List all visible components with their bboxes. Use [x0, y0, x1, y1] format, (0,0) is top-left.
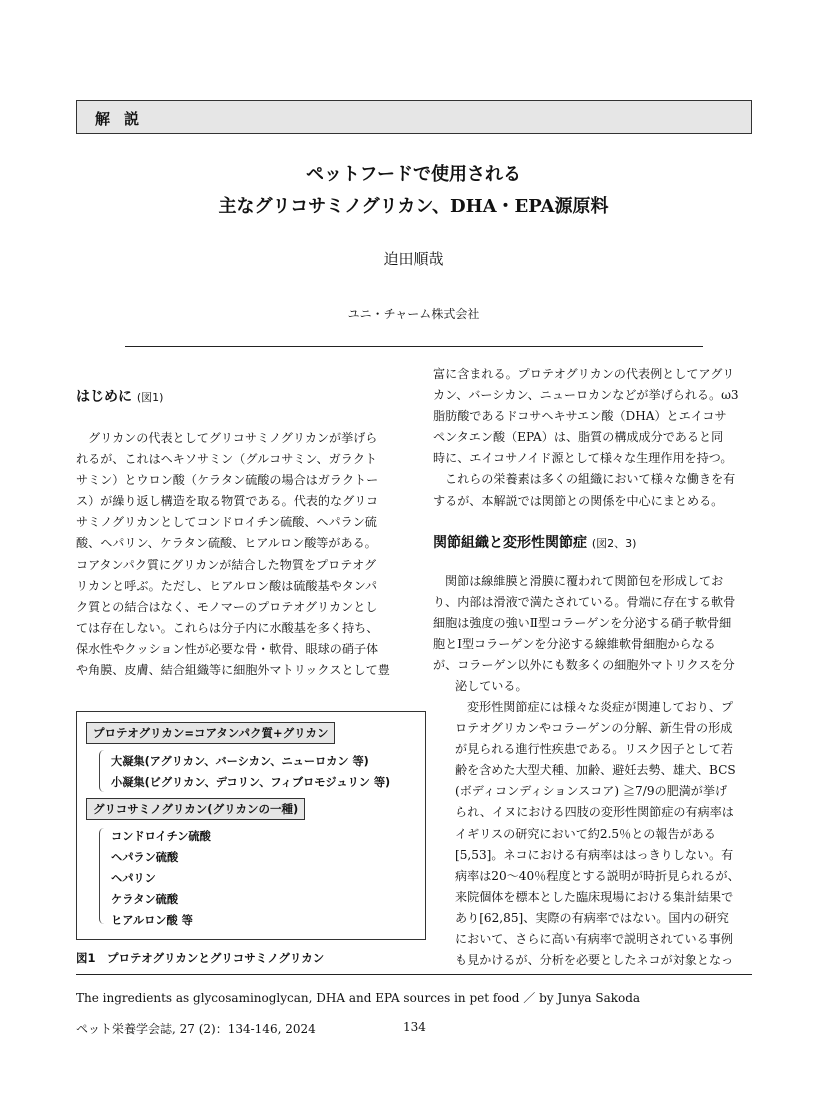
text-line: グリカンの代表としてグリコサミノグリカンが挙げら [88, 431, 378, 445]
figure1-item: 大凝集(アグリカン、バーシカン、ニューロカン 等) [111, 755, 369, 768]
footer-journal: ペット栄養学会誌, 27 (2)：134-146, 2024 [76, 1022, 316, 1036]
heading-text: 関節組織と変形性関節症 [433, 535, 587, 551]
text-line: [5,53]。ネコにおける有病率ははっきりしない。有 [455, 847, 734, 862]
figure1-item: ヘパラン硫酸 [111, 851, 179, 864]
figure1-group1-label: プロテオグリカン=コアタンパク質+グリカン [86, 722, 335, 744]
text-line: 細胞は強度の強いⅡ型コラーゲンを分泌する硝子軟骨細 [433, 616, 732, 631]
text-line: イギリスの研究において約2.5％との報告がある [455, 826, 716, 841]
figure1-item: ヘパリン [111, 872, 156, 885]
text-line: ペンタエン酸（EPA）は、脂質の構成成分であると同 [433, 430, 724, 445]
figure1-box [76, 711, 426, 940]
text-line: ては存在しない。これらは分子内に水酸基を多く持ち、 [76, 620, 379, 635]
heading-figure-ref: (図1) [136, 391, 164, 404]
author-name: 迫田順哉 [383, 250, 444, 268]
text-line: られ、イヌにおける四肢の変形性関節症の有病率は [455, 805, 734, 820]
figure1-brace [99, 828, 104, 924]
section-banner [76, 100, 752, 134]
text-line: ク質との結合はなく、モノマーのプロテオグリカンとし [76, 599, 378, 614]
section-heading-intro [76, 386, 163, 406]
figure1-item: コンドロイチン硫酸 [111, 830, 211, 843]
text-line: 酸、ヘパリン、ケラタン硫酸、ヒアルロン酸等がある。 [76, 536, 377, 551]
text-line: も見かけるが、分析を必要としたネコが対象となっ [455, 953, 734, 968]
footer-english-title: The ingredients as glycosaminoglycan, DHA and EPA sources in pet food ／ by Junya Sakoda [76, 991, 641, 1005]
text-line: り、内部は滑液で満たされている。骨端に存在する軟骨 [433, 595, 736, 610]
figure1-item: ケラタン硫酸 [111, 893, 179, 906]
text-line: が、コラーゲン以外にも数多くの細胞外マトリクスを分 [433, 658, 735, 673]
text-line: これらの栄養素は多くの組織において様々な働きを有 [445, 472, 736, 487]
text-line: 病率は20〜40％程度とする説明が時折見られるが、 [455, 868, 740, 883]
joint-paragraph-2 [455, 697, 752, 971]
text-line: 関節は線維膜と滑膜に覆われて関節包を形成してお [445, 574, 724, 588]
text-line: (ボディコンディションスコア) ≧7/9の肥満が挙げ [455, 784, 728, 799]
text-line: サミン）とウロン酸（ケラタン硫酸の場合はガラクトー [76, 473, 379, 488]
text-line: 時に、エイコサノイド源として様々な生理作用を持つ。 [433, 451, 733, 466]
text-line: サミノグリカンとしてコンドロイチン硫酸、ヘパラン硫 [76, 515, 377, 530]
text-line: コアタンパク質にグリカンが結合した物質をプロテオグ [76, 557, 377, 572]
text-line: が見られる進行性疾患である。リスク因子として若 [455, 742, 733, 757]
section-heading-joint [433, 532, 636, 552]
text-line: 来院個体を標本とした臨床現場における集計結果で [455, 889, 734, 904]
text-line: 泌している。 [455, 679, 528, 694]
text-line: 齢を含めた大型犬種、加齢、避妊去勢、雄犬、BCS [455, 763, 736, 778]
figure1-item: ヒアルロン酸 等 [111, 914, 193, 927]
heading-figure-ref: (図2、3) [591, 537, 637, 550]
text-line: ロテオグリカンやコラーゲンの分解、新生骨の形成 [455, 721, 733, 736]
text-line: あり[62,85]、実際の有病率ではない。国内の研究 [455, 910, 729, 925]
text-line: 変形性関節症には様々な炎症が関連しており、プ [467, 700, 734, 714]
figure1-group2-label: グリコサミノグリカン(グリカンの一種) [86, 798, 305, 820]
text-line: や角膜、皮膚、結合組織等に細胞外マトリックスとして豊 [76, 663, 390, 678]
text-line: 保水性やクッション性が必要な骨・軟骨、眼球の硝子体 [76, 641, 379, 656]
figure1-item: 小凝集(ビグリカン、デコリン、フィブロモジュリン 等) [111, 776, 391, 789]
text-line: リカンと呼ぶ。ただし、ヒアルロン酸は硫酸基やタンパ [76, 578, 378, 593]
text-line: ス）が繰り返し構造を取る物質である。代表的なグリコ [76, 494, 379, 509]
footer-divider [76, 974, 752, 975]
article-title-line2: 主なグリコサミノグリカン、DHA・EPA源原料 [218, 196, 609, 217]
title-divider [125, 346, 703, 347]
text-line: 脂肪酸であるドコサヘキサエン酸（DHA）とエイコサ [433, 409, 727, 424]
article-title-line1: ペットフードで使用される [306, 164, 521, 185]
figure1-caption: 図1 プロテオグリカンとグリコサミノグリカン [76, 951, 325, 965]
text-line: 胞とⅠ型コラーゲンを分泌する線維軟骨細胞からなる [433, 637, 716, 652]
text-line: 富に含まれる。プロテオグリカンの代表例としてアグリ [433, 367, 735, 381]
banner-label: 解説 [95, 110, 154, 128]
affiliation: ユニ・チャーム株式会社 [347, 307, 480, 321]
text-line: において、さらに高い有病率で説明されている事例 [455, 932, 733, 947]
page-number: 134 [403, 1020, 426, 1034]
joint-paragraph-1 [433, 571, 752, 698]
intro-paragraph [76, 428, 394, 681]
text-line: カン、バーシカン、ニューロカンなどが挙げられる。ω3 [433, 388, 739, 403]
text-line: するが、本解説では関節との関係を中心にまとめる。 [433, 493, 724, 508]
text-line: れるが、これはヘキソサミン（グルコサミン、ガラクト [76, 452, 378, 467]
figure1-brace [99, 750, 104, 792]
heading-text: はじめに [76, 389, 132, 405]
intro-continuation [433, 364, 752, 512]
